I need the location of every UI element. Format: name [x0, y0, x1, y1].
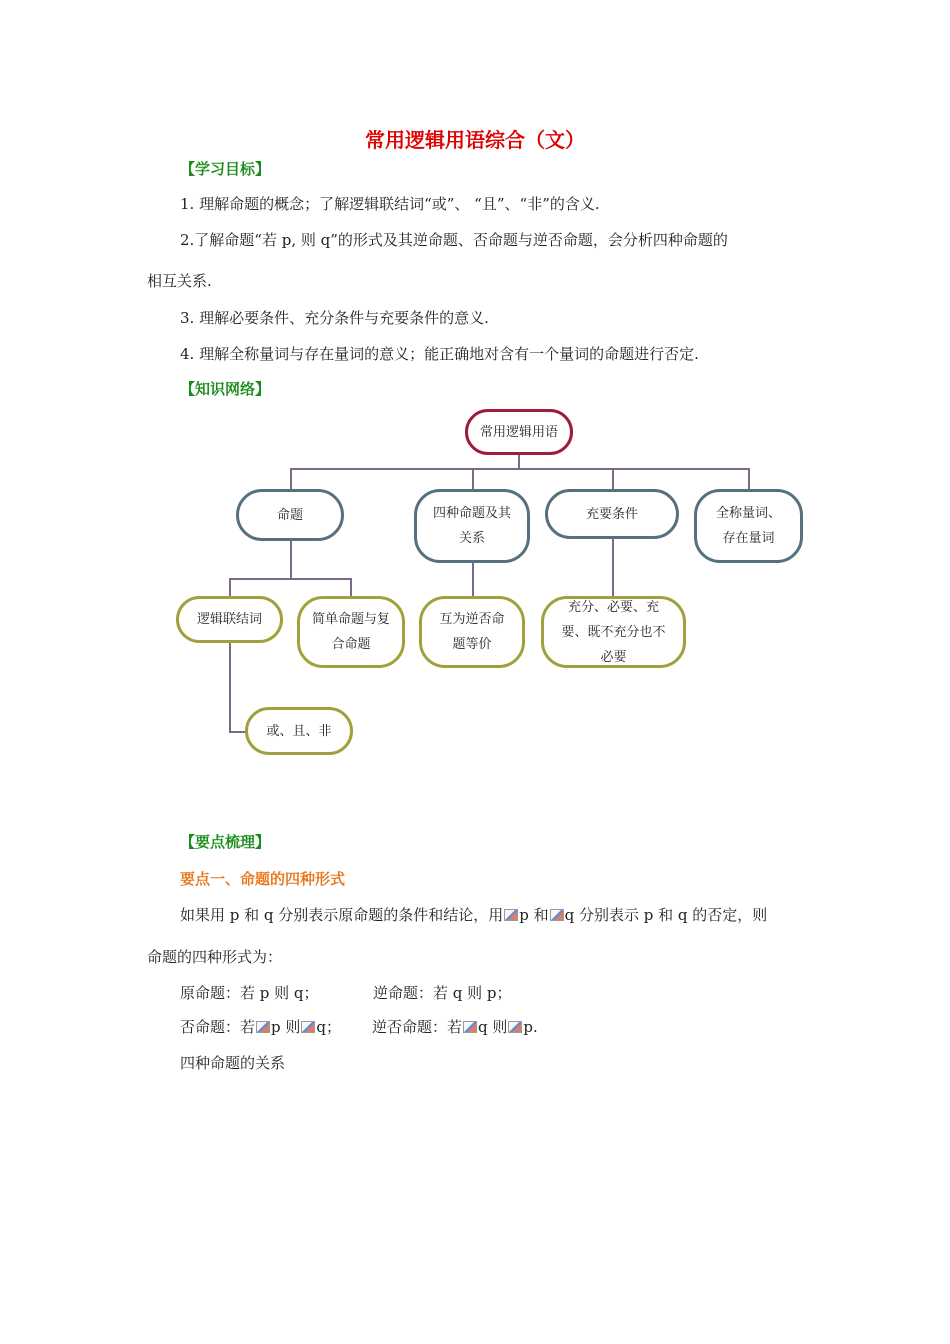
contrapositive-proposition — [372, 1016, 538, 1037]
broken-image-icon — [504, 909, 518, 921]
page-title: 常用逻辑用语综合（文） — [365, 128, 585, 152]
goal-4: 4. 理解全称量词与存在量词的意义；能正确地对含有一个量词的命题进行否定. — [180, 345, 699, 363]
para-text: p 则 — [271, 1018, 301, 1036]
connector — [290, 539, 292, 579]
para-text: 否命题：若 — [180, 1018, 256, 1036]
connector — [229, 641, 231, 732]
para-text: p. — [523, 1018, 538, 1036]
node-proposition: 命题 — [236, 489, 344, 541]
four-propositions-relation: 四种命题的关系 — [180, 1054, 286, 1072]
broken-image-icon — [508, 1021, 522, 1033]
node-conditions: 充要条件 — [545, 489, 679, 539]
node-contrapositive: 互为逆否命题等价 — [419, 596, 525, 668]
connector — [612, 537, 614, 597]
para-text: 逆否命题：若 — [372, 1018, 463, 1036]
inverse-proposition — [180, 1016, 341, 1037]
para-text: q 则 — [478, 1018, 508, 1036]
goals-heading: 【学习目标】 — [180, 160, 271, 178]
connector — [350, 578, 352, 598]
para-text: 如果用 p 和 q 分别表示原命题的条件和结论，用 — [180, 906, 504, 924]
connector — [748, 468, 750, 490]
network-heading: 【知识网络】 — [180, 380, 271, 398]
broken-image-icon — [301, 1021, 315, 1033]
para-text: p 和 — [519, 906, 549, 924]
connector — [290, 468, 292, 490]
keypoint-1-para-cont: 命题的四种形式为： — [147, 948, 283, 966]
broken-image-icon — [550, 909, 564, 921]
para-text: q； — [316, 1018, 341, 1036]
broken-image-icon — [256, 1021, 270, 1033]
connector — [472, 561, 474, 597]
connector — [518, 453, 520, 469]
keypoint-1-heading: 要点一、命题的四种形式 — [180, 870, 346, 888]
goal-3: 3. 理解必要条件、充分条件与充要条件的意义. — [180, 309, 489, 327]
connector — [472, 468, 474, 490]
keypoints-heading: 【要点梳理】 — [180, 833, 271, 851]
connector — [229, 578, 231, 598]
connector — [612, 468, 614, 490]
node-root: 常用逻辑用语 — [465, 409, 573, 455]
node-four-propositions: 四种命题及其关系 — [414, 489, 530, 563]
node-quantifiers: 全称量词、存在量词 — [694, 489, 803, 563]
broken-image-icon — [463, 1021, 477, 1033]
para-text: q 分别表示 p 和 q 的否定，则 — [564, 906, 768, 924]
goal-1: 1. 理解命题的概念；了解逻辑联结词“或”、 “且”、“非”的含义. — [180, 195, 600, 213]
node-sufficient-necessary: 充分、必要、充要、既不充分也不必要 — [541, 596, 686, 668]
connector — [290, 468, 750, 470]
node-or-and-not: 或、且、非 — [245, 707, 353, 755]
node-connectives: 逻辑联结词 — [176, 596, 283, 643]
keypoint-1-para — [180, 904, 767, 925]
converse-proposition: 逆命题：若 q 则 p； — [373, 984, 512, 1002]
original-proposition: 原命题：若 p 则 q； — [180, 984, 319, 1002]
connector — [229, 578, 351, 580]
goal-2-cont: 相互关系. — [147, 272, 212, 290]
goal-2: 2.了解命题“若 p, 则 q”的形式及其逆命题、否命题与逆否命题，会分析四种命题的 — [180, 231, 728, 249]
node-simple-compound: 简单命题与复合命题 — [297, 596, 405, 668]
